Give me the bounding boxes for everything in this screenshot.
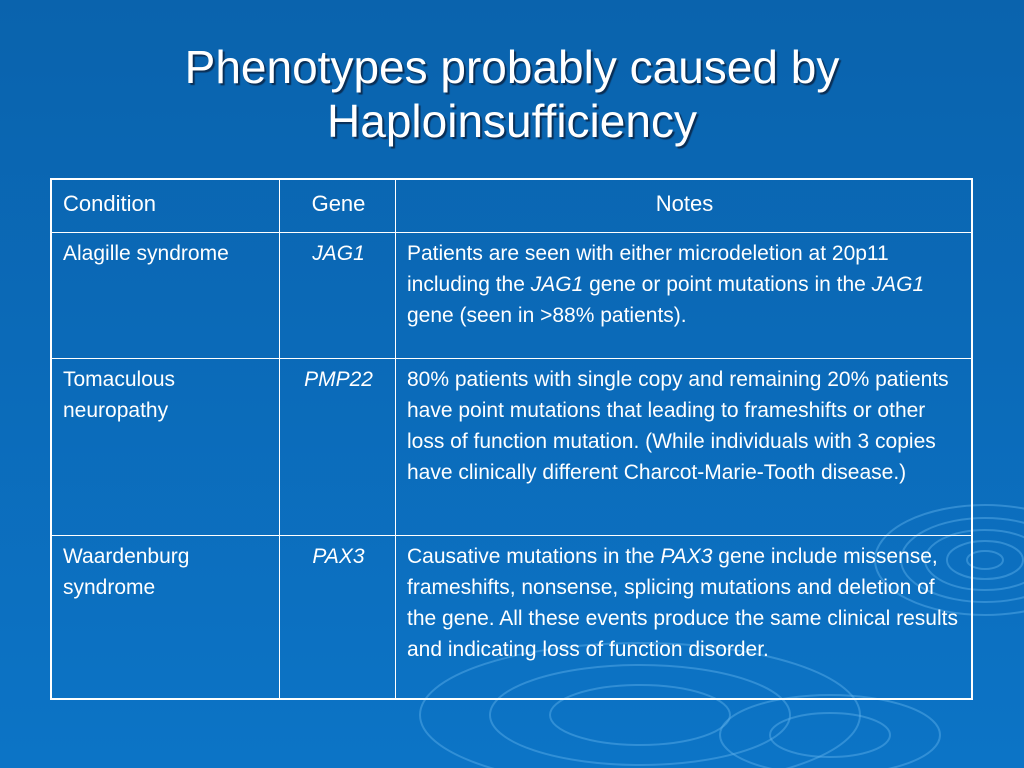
header-gene: Gene bbox=[280, 179, 396, 233]
gene-name-italic: JAG1 bbox=[871, 273, 925, 296]
table-row bbox=[51, 359, 972, 536]
gene-cell: PMP22 bbox=[280, 359, 396, 536]
phenotype-table bbox=[50, 178, 973, 700]
notes-text: gene (seen in >88% patients). bbox=[407, 304, 687, 327]
gene-name-italic: PAX3 bbox=[660, 545, 713, 568]
notes-cell bbox=[396, 359, 973, 536]
notes-cell bbox=[396, 233, 973, 359]
table-row bbox=[51, 536, 972, 700]
gene-cell: JAG1 bbox=[280, 233, 396, 359]
slide-title bbox=[0, 40, 1024, 148]
header-condition: Condition bbox=[51, 179, 280, 233]
table-row bbox=[51, 233, 972, 359]
gene-name-italic: JAG1 bbox=[530, 273, 584, 296]
notes-text: 80% patients with single copy and remaining 20% patients have point mutations that leading to frameshifts or other loss of function mutation. (While individuals with 3 copies have clinically different Charcot-Marie-Tooth disease.) bbox=[407, 368, 949, 484]
table-header-row bbox=[51, 179, 972, 233]
notes-text: Patients are seen with either microdeletion at 20p11 including the bbox=[407, 242, 889, 296]
notes-text: gene or point mutations in the bbox=[583, 273, 872, 296]
notes-text: Causative mutations in the bbox=[407, 545, 661, 568]
condition-cell: Alagille syndrome bbox=[51, 233, 280, 359]
gene-cell: PAX3 bbox=[280, 536, 396, 700]
condition-cell: Waardenburg syndrome bbox=[51, 536, 280, 700]
header-notes: Notes bbox=[396, 179, 973, 233]
condition-cell: Tomaculous neuropathy bbox=[51, 359, 280, 536]
slide-title-line-2: Haploinsufficiency bbox=[327, 95, 697, 147]
notes-text: gene include missense, frameshifts, nonsense, splicing mutations and deletion of the gene. All these events produce the same clinical results and indicating loss of function disorder. bbox=[407, 545, 958, 661]
notes-cell bbox=[396, 536, 973, 700]
slide-title-line-1: Phenotypes probably caused by bbox=[184, 41, 840, 93]
